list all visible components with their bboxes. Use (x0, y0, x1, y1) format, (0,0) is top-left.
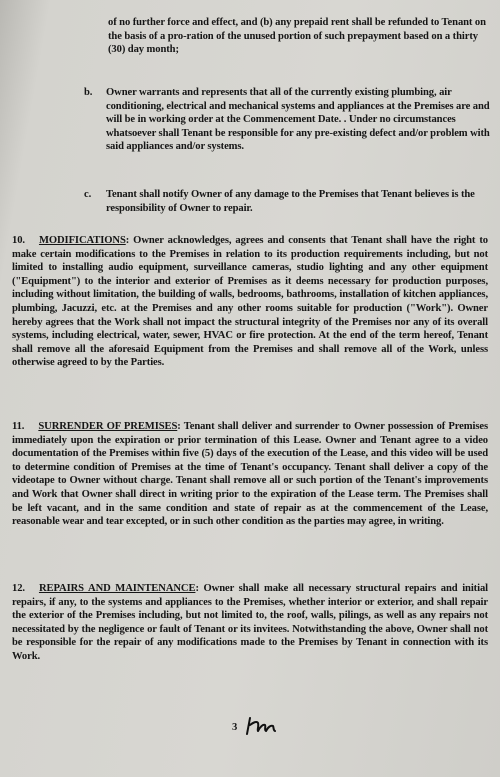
subsection-b (84, 86, 490, 154)
section-number: 11. (12, 421, 25, 432)
section-heading: SURRENDER OF PREMISES (38, 421, 178, 432)
section-number: 10. (12, 235, 25, 246)
section-number: 12. (12, 583, 25, 594)
subsection-b-marker: b. (84, 87, 93, 98)
continuation-paragraph: of no further force and effect, and (b) any prepaid rent shall be refunded to Tenant on the basis of a pro-ration of the unused portion of such prepayment based on a thirty (30) day month; (108, 17, 486, 56)
subsection-c (84, 188, 490, 215)
section-text: : Tenant shall deliver and surrender to Owner possession of Premises immediately upon the expiration or prior termination of this Lease. Owner and Tenant agree to a video documentation of the Premises within five (5) days of the execution of the Lease, and this video will be used to determine condition of Premises at the time of Tenant's occupancy. Tenant shall deliver a copy of the videotape to Owner without charge. Tenant shall remove all or such portion of the Tenant's improvements and Work that Owner shall direct in writing prior to the expiration of the Lease term. The Premises shall be left vacant, and in the same condition and state of repair as at the commencement of the Lease, reasonable wear and tear excepted, or in such other condition as the parties may agree, in writing. (12, 421, 488, 528)
section-12-repairs (12, 582, 488, 664)
section-11-surrender (12, 420, 488, 529)
subsection-b-text: Owner warrants and represents that all of the currently existing plumbing, air conditioning, electrical and mechanical systems and appliances at the Premises are and will be in working order at the Commencement Date. . Under no circumstances whatsoever shall Tenant be responsible for any pre-existing defect and/or problem with said appliances and/or systems. (106, 87, 490, 153)
subsection-c-text: Tenant shall notify Owner of any damage to the Premises that Tenant believes is the responsibility of Owner to repair. (106, 189, 475, 214)
page-number: 3 (232, 722, 238, 733)
section-10-modifications (12, 234, 488, 370)
handwritten-initials (244, 714, 278, 736)
subsection-c-marker: c. (84, 189, 92, 200)
section-heading: REPAIRS AND MAINTENANCE (38, 583, 196, 594)
section-text: : Owner shall make all necessary structural repairs and initial repairs, if any, to the systems and appliances to the Premises, whether interior or exterior, and shall repair the exterior of the Premises including, but not limited to, the roof, walls, pilings, as well as any repairs not necessitated by the negligence or fault of Tenant or its invitees. Notwithstanding the above, Owner shall not be responsible for the repair of any modifications made to the Premises by Tenant in connection with its Work. (12, 583, 488, 662)
section-heading: MODIFICATIONS (38, 235, 126, 246)
section-text: : Owner acknowledges, agrees and consents that Tenant shall have the right to make certain modifications to the Premises in relation to its production requirements including, but not limited to installing audio equipment, surveillance cameras, studio lighting and any other equipment ("Equipment") to the interior and exterior of Premises as it deems necessary for production purposes, including without limitation, the building of walls, bedrooms, bathrooms, installation of kitchen appliances, plumbing, Jacuzzi, etc. at the Premises and any other rooms suitable for production ("Work"). Owner hereby agrees that the Work shall not impact the structural integrity of the Premises nor any of its overall systems, including electrical, water, sewer, HVAC or fire protection. At the end of the term hereof, Tenant shall remove all the aforesaid Equipment from the Premises and shall remove all of the Work, unless otherwise agreed to by the Parties. (12, 235, 488, 369)
